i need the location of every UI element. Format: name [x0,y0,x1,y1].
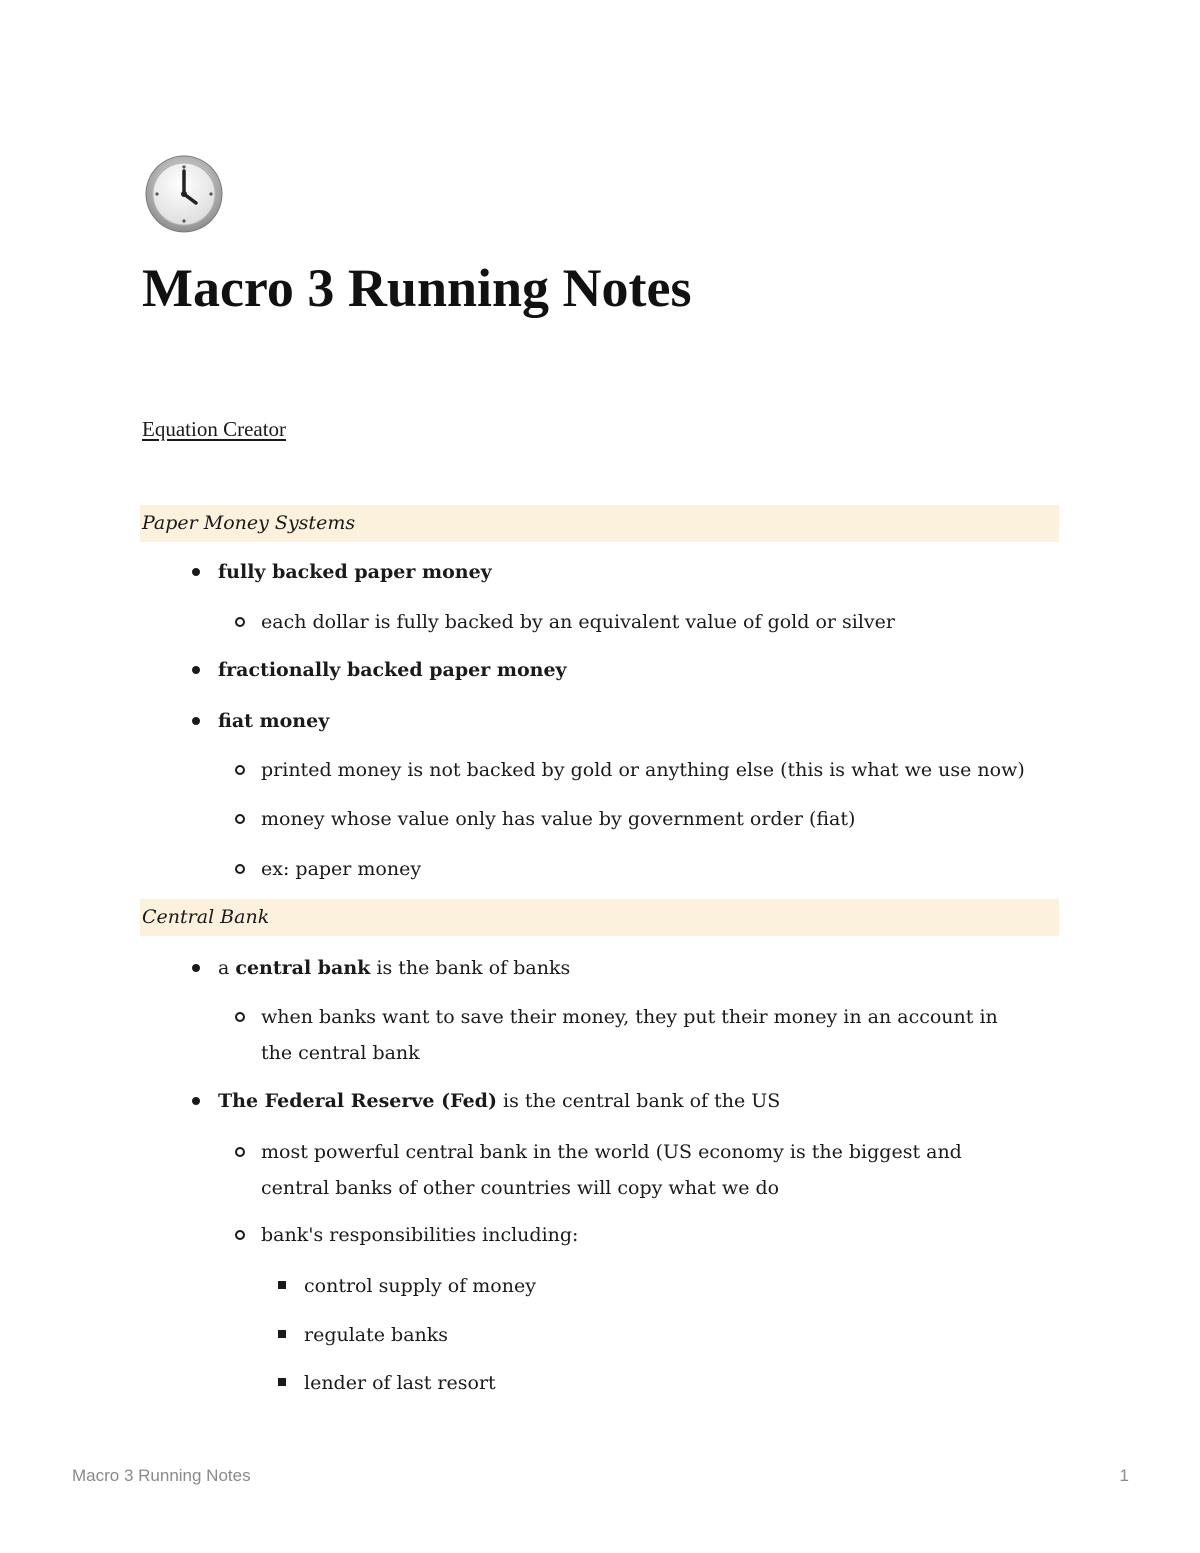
bullet-ring [235,1230,245,1240]
section-heading-central-bank [140,899,1059,936]
bullet-square [278,1378,286,1386]
list-item [261,851,1031,887]
bullet-ring [235,1012,245,1022]
bullet-disc [192,717,200,725]
page-number: 1 [1119,1466,1129,1485]
term-federal-reserve: The Federal Reserve (Fed) [218,1090,497,1112]
section-heading-label: Central Bank [142,906,270,928]
list-item [261,1217,1031,1253]
item-text: lender of last resort [304,1372,496,1394]
section-heading-paper-money [140,505,1059,542]
item-text-post: is the central bank of the US [496,1090,781,1112]
item-text-pre: a [218,957,236,979]
list-item [304,1365,1034,1401]
term-central-bank: central bank [235,957,371,979]
list-item [261,604,1031,640]
bullet-ring [235,864,245,874]
term-fully-backed: fully backed paper money [218,561,492,583]
bullet-ring [235,617,245,627]
list-item [261,999,1031,1071]
list-item [261,752,1031,788]
section-heading-label: Paper Money Systems [142,512,356,534]
bullet-ring [235,1147,245,1157]
item-text: control supply of money [304,1275,536,1297]
bullet-square [278,1330,286,1338]
item-text: regulate banks [304,1324,449,1346]
list-item [261,801,1031,837]
list-item [304,1268,1034,1304]
item-text: money whose value only has value by government order (fiat) [261,808,856,830]
item-text: ex: paper money [261,858,422,880]
list-item [218,703,1048,739]
item-text: bank's responsibilities including: [261,1224,579,1246]
term-fiat: fiat money [218,710,330,732]
clock-icon [144,154,224,234]
footer-doc-title: Macro 3 Running Notes [72,1466,251,1485]
item-text: most powerful central bank in the world (US economy is the biggest and central banks of other countries will copy what we do [261,1141,962,1199]
equation-creator-link[interactable]: Equation Creator [142,417,287,441]
bullet-disc [192,964,200,972]
list-item [218,652,1048,688]
bullet-ring [235,765,245,775]
page-title: Macro 3 Running Notes [142,258,692,318]
bullet-square [278,1281,286,1289]
term-fractional: fractionally backed paper money [218,659,567,681]
bullet-ring [235,814,245,824]
list-item [218,1083,1048,1119]
item-text: each dollar is fully backed by an equivalent value of gold or silver [261,611,895,633]
item-text: printed money is not backed by gold or anything else (this is what we use now) [261,759,1025,781]
list-item [218,554,1048,590]
list-item [261,1134,1031,1206]
bullet-disc [192,1097,200,1105]
list-item [218,950,1048,986]
item-text-post: is the bank of banks [370,957,571,979]
bullet-disc [192,568,200,576]
item-text: when banks want to save their money, they put their money in an account in the central bank [261,1006,998,1064]
list-item [304,1317,1034,1353]
bullet-disc [192,666,200,674]
